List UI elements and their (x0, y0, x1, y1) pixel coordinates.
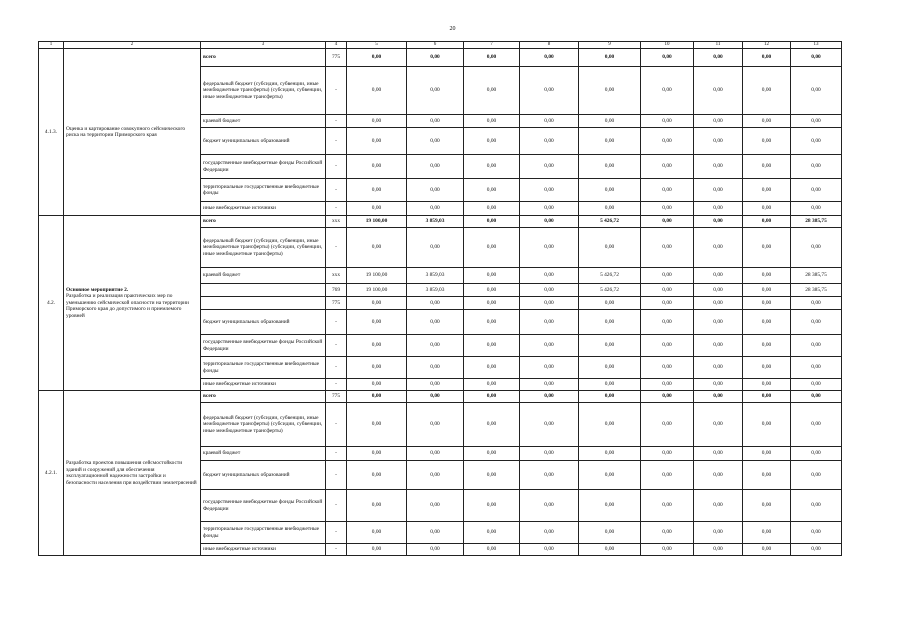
amount-cell: 0,00 (694, 310, 743, 335)
amount-cell: 0,00 (520, 179, 579, 202)
amount-cell: 0,00 (791, 228, 842, 268)
amount-cell: 0,00 (791, 128, 842, 155)
budget-code: xxx (326, 268, 347, 284)
amount-cell: 0,00 (520, 391, 579, 403)
amount-cell: 0,00 (407, 228, 464, 268)
amount-cell: 0,00 (407, 297, 464, 310)
amount-cell: 0,00 (579, 228, 641, 268)
budget-code: - (326, 115, 347, 128)
amount-cell: 0,00 (347, 202, 407, 216)
amount-cell: 0,00 (347, 391, 407, 403)
budget-code: - (326, 128, 347, 155)
amount-cell: 0,00 (694, 128, 743, 155)
amount-cell: 0,00 (791, 461, 842, 490)
amount-cell: 0,00 (694, 49, 743, 67)
amount-cell: 0,00 (641, 544, 694, 556)
budget-code: - (326, 447, 347, 461)
amount-cell: 0,00 (694, 461, 743, 490)
amount-cell: 0,00 (464, 202, 520, 216)
amount-cell: 0,00 (743, 522, 791, 544)
amount-cell: 0,00 (743, 297, 791, 310)
amount-cell: 0,00 (407, 155, 464, 179)
amount-cell: 0,00 (464, 461, 520, 490)
amount-cell: 0,00 (464, 268, 520, 284)
amount-cell: 0,00 (407, 391, 464, 403)
amount-cell: 0,00 (694, 284, 743, 297)
funding-source: иные внебюджетные источники (201, 202, 326, 216)
amount-cell: 0,00 (694, 544, 743, 556)
page-number: 20 (449, 26, 456, 32)
funding-source: иные внебюджетные источники (201, 379, 326, 391)
amount-cell: 0,00 (791, 391, 842, 403)
funding-source: федеральный бюджет (субсидии, субвенции, иные межбюджетные трансферты) (субсидии, субвенции, иные межбюджетные трансферты) (201, 403, 326, 447)
budget-code: - (326, 461, 347, 490)
amount-cell: 0,00 (791, 335, 842, 357)
funding-source: краевой бюджет (201, 447, 326, 461)
amount-cell: 0,00 (641, 461, 694, 490)
amount-cell: 0,00 (694, 490, 743, 522)
amount-cell: 0,00 (743, 310, 791, 335)
amount-cell: 0,00 (407, 522, 464, 544)
amount-cell: 0,00 (520, 403, 579, 447)
amount-cell: 0,00 (641, 228, 694, 268)
amount-cell: 0,00 (694, 115, 743, 128)
amount-cell: 0,00 (520, 447, 579, 461)
item-description: Разработка проектов повышения сейсмостойкости зданий и сооружений для обеспечения эксплуатационной надежности застройки и безопасности населения при воздействии землетрясений (66, 459, 197, 486)
budget-code: - (326, 490, 347, 522)
amount-cell: 0,00 (791, 403, 842, 447)
column-header: 4 (326, 42, 347, 49)
column-header: 2 (64, 42, 201, 49)
amount-cell: 0,00 (791, 297, 842, 310)
amount-cell: 0,00 (743, 67, 791, 115)
amount-cell: 0,00 (791, 49, 842, 67)
amount-cell: 0,00 (520, 155, 579, 179)
budget-code: - (326, 155, 347, 179)
amount-cell: 0,00 (641, 391, 694, 403)
amount-cell: 0,00 (347, 115, 407, 128)
funding-source: краевой бюджет (201, 115, 326, 128)
column-header: 5 (347, 42, 407, 49)
amount-cell: 0,00 (464, 128, 520, 155)
amount-cell: 0,00 (407, 544, 464, 556)
amount-cell: 0,00 (743, 128, 791, 155)
budget-code: - (326, 379, 347, 391)
amount-cell: 0,00 (641, 128, 694, 155)
item-name-cell (64, 391, 201, 556)
amount-cell: 0,00 (694, 335, 743, 357)
amount-cell: 0,00 (694, 357, 743, 379)
amount-cell: 0,00 (579, 335, 641, 357)
amount-cell: 0,00 (743, 447, 791, 461)
amount-cell: 0,00 (743, 403, 791, 447)
amount-cell: 0,00 (743, 544, 791, 556)
amount-cell: 0,00 (641, 522, 694, 544)
amount-cell: 0,00 (520, 228, 579, 268)
item-name-cell (64, 49, 201, 216)
amount-cell: 0,00 (694, 379, 743, 391)
amount-cell: 0,00 (464, 490, 520, 522)
amount-cell: 0,00 (791, 544, 842, 556)
amount-cell: 0,00 (520, 379, 579, 391)
amount-cell: 0,00 (579, 49, 641, 67)
funding-source: территориальные государственные внебюджетные фонды (201, 179, 326, 202)
amount-cell: 0,00 (347, 461, 407, 490)
amount-cell: 0,00 (347, 522, 407, 544)
funding-source: всего (201, 49, 326, 67)
column-header: 12 (743, 42, 791, 49)
funding-source: бюджет муниципальных образований (201, 128, 326, 155)
amount-cell: 0,00 (743, 379, 791, 391)
amount-cell: 0,00 (579, 522, 641, 544)
amount-cell: 0,00 (791, 522, 842, 544)
amount-cell: 0,00 (743, 335, 791, 357)
amount-cell: 5 426,72 (579, 268, 641, 284)
amount-cell: 0,00 (641, 115, 694, 128)
amount-cell: 0,00 (347, 544, 407, 556)
amount-cell: 0,00 (694, 155, 743, 179)
amount-cell: 0,00 (520, 461, 579, 490)
amount-cell: 5 426,72 (579, 216, 641, 228)
amount-cell: 0,00 (407, 379, 464, 391)
amount-cell: 0,00 (347, 179, 407, 202)
amount-cell: 0,00 (407, 403, 464, 447)
amount-cell: 0,00 (520, 67, 579, 115)
amount-cell: 0,00 (579, 115, 641, 128)
budget-code: - (326, 228, 347, 268)
amount-cell: 0,00 (407, 335, 464, 357)
amount-cell: 0,00 (743, 284, 791, 297)
amount-cell: 0,00 (347, 335, 407, 357)
amount-cell: 3 859,03 (407, 216, 464, 228)
amount-cell: 0,00 (641, 357, 694, 379)
budget-code: xxx (326, 216, 347, 228)
amount-cell: 0,00 (743, 268, 791, 284)
amount-cell: 0,00 (347, 447, 407, 461)
item-number: 4.2.1. (39, 391, 64, 556)
amount-cell: 0,00 (520, 335, 579, 357)
budget-code: - (326, 202, 347, 216)
amount-cell: 0,00 (407, 447, 464, 461)
amount-cell: 0,00 (641, 155, 694, 179)
amount-cell: 0,00 (641, 490, 694, 522)
amount-cell: 0,00 (694, 228, 743, 268)
amount-cell: 0,00 (464, 335, 520, 357)
amount-cell: 0,00 (579, 379, 641, 391)
amount-cell: 0,00 (641, 179, 694, 202)
amount-cell: 0,00 (579, 544, 641, 556)
amount-cell: 0,00 (520, 115, 579, 128)
amount-cell: 0,00 (579, 403, 641, 447)
amount-cell: 0,00 (520, 544, 579, 556)
column-number-row (39, 42, 842, 49)
amount-cell: 19 100,00 (347, 216, 407, 228)
amount-cell: 0,00 (791, 67, 842, 115)
amount-cell: 0,00 (464, 391, 520, 403)
amount-cell: 0,00 (407, 67, 464, 115)
amount-cell: 0,00 (520, 49, 579, 67)
amount-cell: 0,00 (464, 228, 520, 268)
amount-cell: 0,00 (347, 357, 407, 379)
amount-cell: 0,00 (641, 403, 694, 447)
funding-source: государственные внебюджетные фонды Российской Федерации (201, 335, 326, 357)
amount-cell: 0,00 (407, 202, 464, 216)
item-title: Основное мероприятие 2. (66, 286, 129, 293)
amount-cell: 0,00 (791, 447, 842, 461)
funding-source: федеральный бюджет (субсидии, субвенции, иные межбюджетные трансферты) (субсидии, субвенции, иные межбюджетные трансферты) (201, 67, 326, 115)
amount-cell: 0,00 (641, 67, 694, 115)
amount-cell: 0,00 (464, 357, 520, 379)
amount-cell: 0,00 (520, 216, 579, 228)
column-header: 9 (579, 42, 641, 49)
budget-code: 775 (326, 297, 347, 310)
amount-cell: 0,00 (407, 115, 464, 128)
amount-cell: 0,00 (407, 49, 464, 67)
amount-cell: 0,00 (579, 297, 641, 310)
funding-source (201, 297, 326, 310)
table-row (39, 49, 842, 67)
amount-cell: 0,00 (347, 310, 407, 335)
amount-cell: 0,00 (694, 67, 743, 115)
funding-source: государственные внебюджетные фонды Российской Федерации (201, 155, 326, 179)
budget-code: - (326, 335, 347, 357)
table-row (39, 391, 842, 403)
amount-cell: 28 385,75 (791, 216, 842, 228)
amount-cell: 0,00 (520, 268, 579, 284)
amount-cell: 0,00 (641, 310, 694, 335)
amount-cell: 0,00 (743, 391, 791, 403)
amount-cell: 5 426,72 (579, 284, 641, 297)
amount-cell: 0,00 (579, 310, 641, 335)
funding-source: федеральный бюджет (субсидии, субвенции, иные межбюджетные трансферты) (субсидии, субвенции, иные межбюджетные трансферты) (201, 228, 326, 268)
amount-cell: 0,00 (464, 216, 520, 228)
amount-cell: 0,00 (347, 379, 407, 391)
amount-cell: 0,00 (694, 297, 743, 310)
amount-cell: 0,00 (579, 461, 641, 490)
amount-cell: 19 100,00 (347, 284, 407, 297)
amount-cell: 0,00 (743, 202, 791, 216)
amount-cell: 0,00 (347, 128, 407, 155)
amount-cell: 0,00 (743, 357, 791, 379)
funding-source: государственные внебюджетные фонды Российской Федерации (201, 490, 326, 522)
amount-cell: 0,00 (694, 447, 743, 461)
funding-source: территориальные государственные внебюджетные фонды (201, 522, 326, 544)
amount-cell: 0,00 (791, 202, 842, 216)
amount-cell: 0,00 (791, 357, 842, 379)
amount-cell: 0,00 (407, 490, 464, 522)
funding-source: бюджет муниципальных образований (201, 310, 326, 335)
amount-cell: 0,00 (347, 49, 407, 67)
item-name-cell (64, 216, 201, 391)
amount-cell: 0,00 (347, 155, 407, 179)
amount-cell: 0,00 (520, 490, 579, 522)
amount-cell: 0,00 (464, 49, 520, 67)
amount-cell: 0,00 (520, 297, 579, 310)
amount-cell: 0,00 (464, 544, 520, 556)
amount-cell: 0,00 (641, 335, 694, 357)
amount-cell: 28 385,75 (791, 268, 842, 284)
amount-cell: 0,00 (464, 115, 520, 128)
amount-cell: 0,00 (347, 228, 407, 268)
amount-cell: 0,00 (743, 490, 791, 522)
item-description: Разработка и реализация практических мер по уменьшению сейсмической опасности на территории Приморского края до допустимого и приемлемого уровней (66, 293, 189, 319)
amount-cell: 0,00 (579, 128, 641, 155)
column-header: 1 (39, 42, 64, 49)
column-header: 11 (694, 42, 743, 49)
budget-code: 769 (326, 284, 347, 297)
amount-cell: 0,00 (579, 179, 641, 202)
amount-cell: 0,00 (347, 297, 407, 310)
amount-cell: 0,00 (464, 155, 520, 179)
amount-cell: 0,00 (579, 490, 641, 522)
amount-cell: 0,00 (579, 357, 641, 379)
funding-source: бюджет муниципальных образований (201, 461, 326, 490)
amount-cell: 0,00 (694, 522, 743, 544)
amount-cell: 0,00 (520, 284, 579, 297)
amount-cell: 0,00 (579, 67, 641, 115)
amount-cell: 0,00 (641, 284, 694, 297)
amount-cell: 0,00 (520, 522, 579, 544)
amount-cell: 0,00 (791, 490, 842, 522)
amount-cell: 28 385,75 (791, 284, 842, 297)
column-header: 3 (201, 42, 326, 49)
funding-source: всего (201, 391, 326, 403)
amount-cell: 0,00 (641, 447, 694, 461)
column-header: 10 (641, 42, 694, 49)
budget-code: - (326, 357, 347, 379)
budget-code: 775 (326, 49, 347, 67)
amount-cell: 0,00 (464, 284, 520, 297)
funding-source (201, 284, 326, 297)
column-header: 6 (407, 42, 464, 49)
funding-source: территориальные государственные внебюджетные фонды (201, 357, 326, 379)
amount-cell: 19 100,00 (347, 268, 407, 284)
amount-cell: 0,00 (791, 155, 842, 179)
budget-code: - (326, 310, 347, 335)
budget-code: - (326, 67, 347, 115)
amount-cell: 0,00 (407, 179, 464, 202)
budget-code: - (326, 522, 347, 544)
amount-cell: 0,00 (579, 155, 641, 179)
amount-cell: 0,00 (347, 67, 407, 115)
amount-cell: 0,00 (464, 179, 520, 202)
amount-cell: 0,00 (791, 379, 842, 391)
amount-cell: 0,00 (641, 202, 694, 216)
amount-cell: 0,00 (579, 391, 641, 403)
item-number: 4.1.3. (39, 49, 64, 216)
item-number: 4.2. (39, 216, 64, 391)
amount-cell: 0,00 (641, 49, 694, 67)
amount-cell: 0,00 (641, 216, 694, 228)
amount-cell: 0,00 (694, 403, 743, 447)
amount-cell: 0,00 (743, 179, 791, 202)
amount-cell: 0,00 (520, 357, 579, 379)
amount-cell: 0,00 (743, 228, 791, 268)
table-row (39, 216, 842, 228)
amount-cell: 0,00 (520, 128, 579, 155)
item-description: Оценка и картирование совокупного сейсмического риска на территории Приморского края (66, 125, 186, 139)
amount-cell: 0,00 (347, 403, 407, 447)
amount-cell: 0,00 (464, 379, 520, 391)
budget-code: 775 (326, 391, 347, 403)
amount-cell: 0,00 (694, 268, 743, 284)
amount-cell: 0,00 (694, 216, 743, 228)
amount-cell: 0,00 (579, 447, 641, 461)
amount-cell: 0,00 (694, 179, 743, 202)
column-header: 8 (520, 42, 579, 49)
amount-cell: 0,00 (464, 403, 520, 447)
amount-cell: 0,00 (743, 155, 791, 179)
amount-cell: 0,00 (347, 490, 407, 522)
amount-cell: 0,00 (743, 461, 791, 490)
amount-cell: 0,00 (641, 297, 694, 310)
funding-source: иные внебюджетные источники (201, 544, 326, 556)
amount-cell: 0,00 (791, 310, 842, 335)
amount-cell: 3 859,03 (407, 284, 464, 297)
budget-code: - (326, 403, 347, 447)
amount-cell: 0,00 (520, 310, 579, 335)
amount-cell: 0,00 (464, 297, 520, 310)
budget-code: - (326, 179, 347, 202)
amount-cell: 0,00 (791, 179, 842, 202)
amount-cell: 0,00 (641, 379, 694, 391)
amount-cell: 3 859,03 (407, 268, 464, 284)
amount-cell: 0,00 (464, 67, 520, 115)
funding-source: всего (201, 216, 326, 228)
amount-cell: 0,00 (743, 49, 791, 67)
amount-cell: 0,00 (694, 391, 743, 403)
budget-code: - (326, 544, 347, 556)
amount-cell: 0,00 (641, 268, 694, 284)
amount-cell: 0,00 (743, 115, 791, 128)
amount-cell: 0,00 (407, 310, 464, 335)
amount-cell: 0,00 (407, 128, 464, 155)
amount-cell: 0,00 (464, 522, 520, 544)
column-header: 7 (464, 42, 520, 49)
amount-cell: 0,00 (694, 202, 743, 216)
amount-cell: 0,00 (743, 216, 791, 228)
amount-cell: 0,00 (520, 202, 579, 216)
amount-cell: 0,00 (407, 461, 464, 490)
amount-cell: 0,00 (407, 357, 464, 379)
column-header: 13 (791, 42, 842, 49)
funding-source: краевой бюджет (201, 268, 326, 284)
amount-cell: 0,00 (464, 447, 520, 461)
funding-table (38, 41, 842, 556)
amount-cell: 0,00 (791, 115, 842, 128)
amount-cell: 0,00 (579, 202, 641, 216)
amount-cell: 0,00 (464, 310, 520, 335)
